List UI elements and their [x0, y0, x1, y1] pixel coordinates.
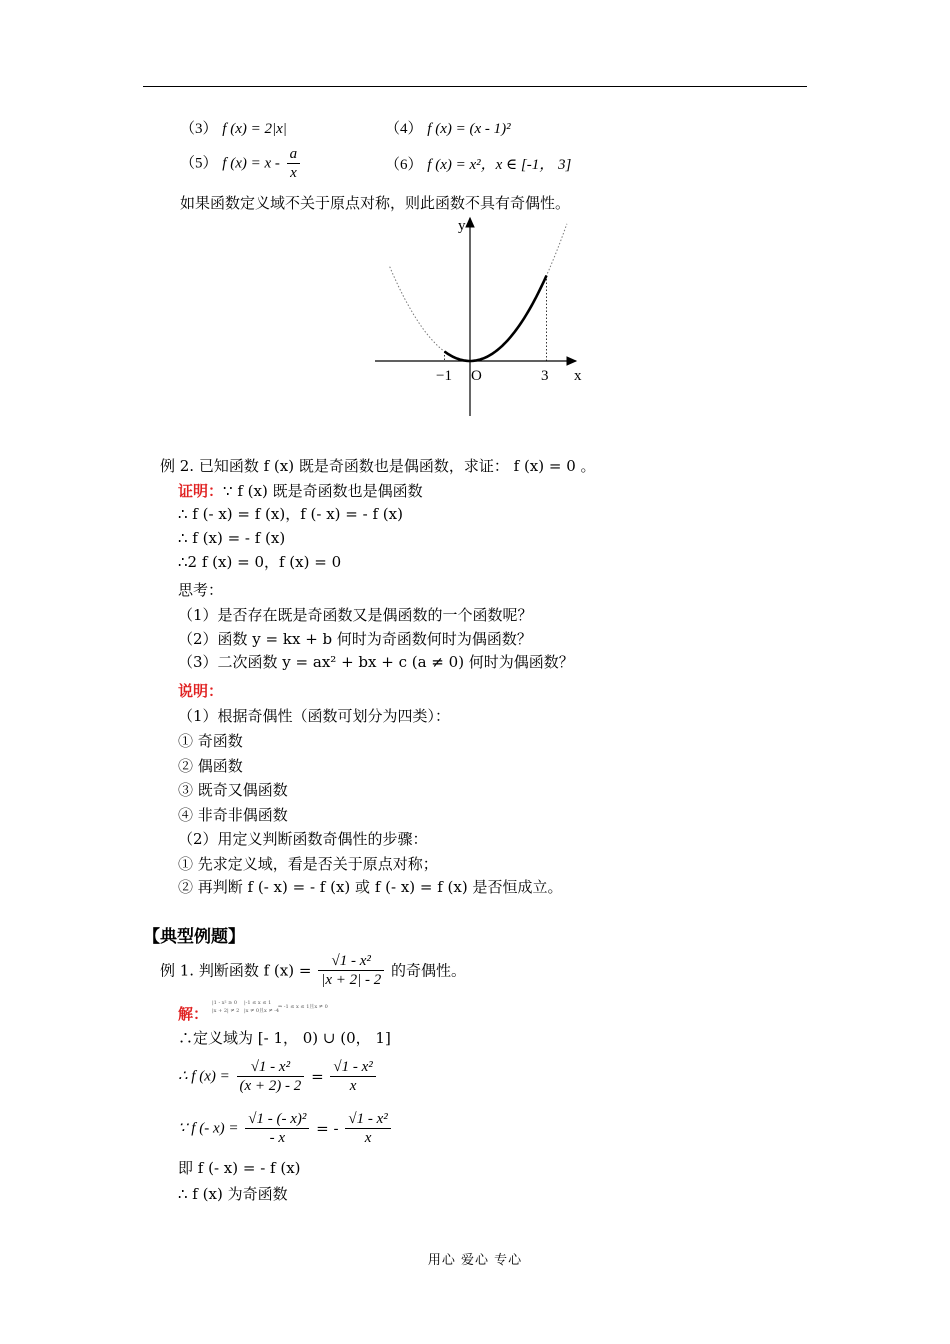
- section-title: 【典型例题】: [143, 927, 245, 947]
- solution-conclusion: ∴ f (x) 为奇函数: [178, 1185, 288, 1203]
- item-4-expr: f (x) = (x - 1)²: [427, 121, 511, 137]
- step-2: ② 再判断 f (- x) = - f (x) 或 f (- x) = f (x) 是否恒成立。: [178, 878, 563, 896]
- proof-label: 证明：: [178, 482, 224, 500]
- item-3-expr: f (x) = 2|x|: [222, 121, 287, 137]
- example-2-title: 例 2. 已知函数 f (x) 既是奇函数也是偶函数，求证： f (x) = 0 。: [160, 457, 596, 475]
- y-axis-label: y: [458, 218, 466, 234]
- item-6-expr: f (x) = x²，x ∈ [-1， 3]: [427, 157, 572, 173]
- category-both: ③ 既奇又偶函数: [178, 781, 288, 799]
- solution-line-2: ∴ f (x) = $\frac{\text{√1 - x²}}{(x + 2) - 2}$ = $\frac{\text{√1 - x²}}{x}$: [178, 1058, 378, 1095]
- item-4: （4） f (x) = (x - 1)²: [385, 121, 511, 137]
- x-tick-neg-1: −1: [436, 368, 452, 384]
- category-neither: ④ 非奇非偶函数: [178, 806, 288, 824]
- item-5-fraction: $\frac{a}{x}$: [287, 145, 301, 182]
- explain-label: 说明：: [178, 682, 224, 700]
- parabola-dotted: [390, 224, 567, 361]
- parabola-restricted-solid: [445, 276, 547, 362]
- domain-result: ∴定义域为 [- 1， 0) ∪ (0， 1]: [178, 1029, 391, 1047]
- explain-p2: （2）用定义判断函数奇偶性的步骤：: [178, 830, 428, 848]
- solution-label: 解：: [178, 1005, 209, 1023]
- domain-system-3: |-1 ≤ x ≤ 1: [244, 1000, 272, 1006]
- proof-step-1: ∴ f (- x) = f (x)，f (- x) = - f (x): [178, 505, 403, 523]
- x-axis-label: x: [574, 368, 582, 384]
- domain-note: 如果函数定义域不关于原点对称，则此函数不具有奇偶性。: [180, 194, 571, 212]
- domain-system-1: |1 - x² ≥ 0: [212, 1000, 238, 1006]
- think-q3: （3）二次函数 y = ax² + bx + c (a ≠ 0) 何时为偶函数？: [178, 653, 574, 671]
- header-rule: [143, 86, 807, 87]
- item-5: （5） f (x) = x - $\frac{a}{x}$: [180, 145, 302, 182]
- page-footer: 用心 爱心 专心: [427, 1253, 523, 1268]
- origin-label: O: [471, 368, 482, 384]
- x-tick-3: 3: [541, 368, 549, 384]
- item-6: （6） f (x) = x²，x ∈ [-1， 3]: [385, 157, 572, 173]
- parabola-solid: [445, 276, 547, 362]
- example-1-title: 例 1. 判断函数 f (x) = $\frac{\text{√1 - x²}}{|x + 2| - 2}$ 的奇偶性。: [160, 953, 467, 988]
- category-odd: ① 奇函数: [178, 732, 243, 750]
- item-3: （3） f (x) = 2|x|: [180, 121, 287, 137]
- domain-system-2: |x + 2| ≠ 2: [212, 1008, 240, 1014]
- proof-line: 证明：∵ f (x) 既是奇函数也是偶函数: [178, 482, 423, 500]
- explain-p1: （1）根据奇偶性（函数可划分为四类）：: [178, 707, 451, 725]
- think-q2: （2）函数 y = kx + b 何时为奇函数何时为偶函数？: [178, 630, 532, 648]
- parabola-graph: [370, 212, 590, 422]
- domain-system-5: ⇒ -1 ≤ x ≤ 1且x ≠ 0: [278, 1004, 328, 1010]
- think-q1: （1）是否存在既是奇函数又是偶函数的一个函数呢？: [178, 606, 533, 624]
- solution-line-3: ∵ f (- x) = $\frac{\text{√1 - (- x)²}}{- x}$ = - $\frac{\text{√1 - x²}}{x}$: [178, 1110, 393, 1147]
- step-1: ① 先求定义域，看是否关于原点对称；: [178, 855, 438, 873]
- example-1-fraction: $\frac{\text{√1 - x²}}{|x + 2| - 2}$: [318, 952, 384, 989]
- tick-guides: [445, 276, 547, 362]
- think-label: 思考：: [178, 581, 224, 599]
- solution-line-4: 即 f (- x) = - f (x): [178, 1159, 301, 1177]
- parabola-full-dotted: [390, 224, 567, 361]
- domain-system-4: |x ≠ 0且x ≠ -4: [244, 1008, 280, 1014]
- proof-step-2: ∴ f (x) = - f (x): [178, 529, 286, 547]
- category-even: ② 偶函数: [178, 757, 243, 775]
- proof-step-3: ∴2 f (x) = 0，f (x) = 0: [178, 553, 342, 571]
